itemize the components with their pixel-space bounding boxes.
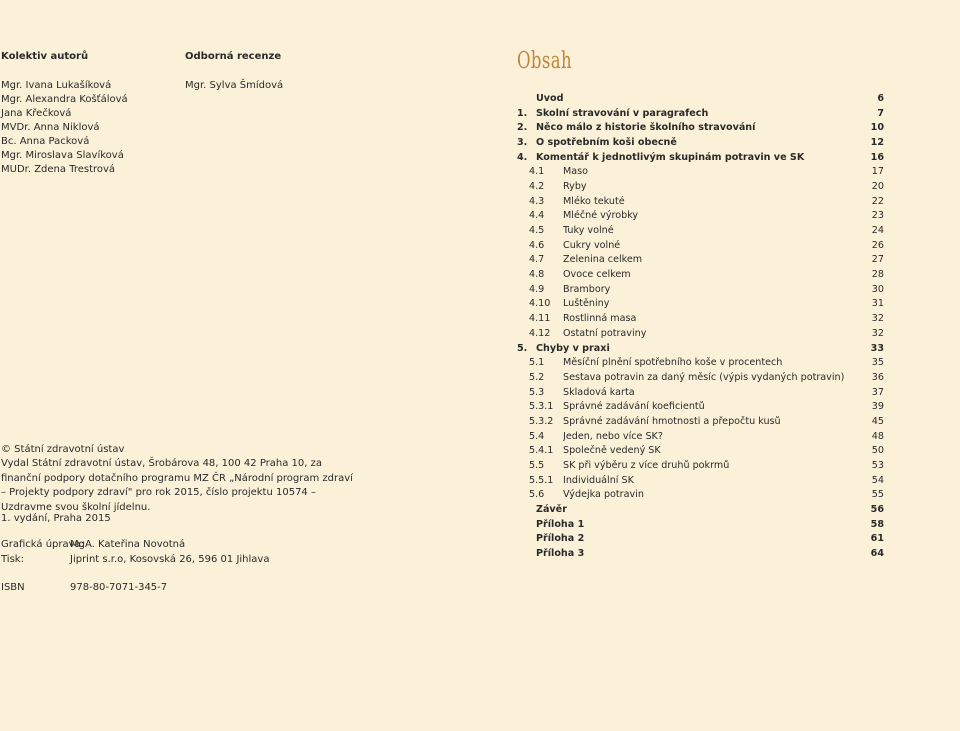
toc-entry[interactable] [517,106,884,121]
toc-entry-page: 39 [871,401,884,413]
toc-entry-number: 4.10 [529,298,551,310]
toc-entry-page: 45 [871,415,884,427]
toc-entry-number: 5.3.2 [529,415,554,427]
toc-entry-label: O spotřebním koši obecně [536,136,677,148]
toc-entry-page: 31 [871,298,884,310]
author-name: Mgr. Alexandra Košťálová [1,94,128,105]
toc-entry[interactable] [517,223,884,238]
toc-entry-number: 5.4 [529,430,545,442]
toc-entry-page: 23 [871,210,884,222]
toc-entry[interactable] [517,311,884,326]
toc-entry-number: 4.5 [529,225,545,237]
toc-entry-label: Příloha 2 [536,533,585,545]
toc-entry[interactable] [517,209,884,224]
toc-entry[interactable] [517,179,884,194]
toc-entry-label: Maso [563,166,589,178]
toc-entry[interactable] [517,91,884,106]
credit-key: Tisk: [1,554,24,565]
copyright-line: © Státní zdravotní ústav [1,444,125,455]
toc-entry-page: 32 [871,327,884,339]
toc-entry-label: Tuky volné [563,225,614,237]
edition: 1. vydání, Praha 2015 [1,513,111,524]
toc-entry-page: 37 [871,386,884,398]
toc-entry-page: 10 [870,122,884,134]
toc-entry[interactable] [517,429,884,444]
credits [1,538,269,568]
toc-entry[interactable] [517,355,884,370]
toc-entry-label: Jeden, nebo více SK? [563,430,663,442]
credit-value: Jiprint s.r.o, Kosovská 26, 596 01 Jihlava [70,554,270,565]
toc-entry-label: Skladová karta [563,386,635,398]
toc-entry-page: 55 [871,489,884,501]
toc-entry-number: 5.5.1 [529,474,554,486]
toc-entry-page: 64 [870,548,884,560]
toc-entry-number: 4.12 [529,327,551,339]
toc-entry-page: 36 [871,371,884,383]
toc-entry[interactable] [517,385,884,400]
toc-entry-label: Ryby [563,180,587,192]
toc-entry-number: 1. [517,107,528,119]
toc-entry-number: 4.11 [529,313,551,325]
toc-entry[interactable] [517,488,884,503]
toc-entry-page: 27 [871,254,884,266]
toc-entry-page: 48 [871,430,884,442]
toc-entry[interactable] [517,370,884,385]
author-name: MVDr. Anna Niklová [1,122,100,133]
toc-entry-label: SK při výběru z více druhů pokrmů [563,460,730,472]
toc-entry-label: Ovoce celkem [563,269,631,281]
authors-heading: Kolektiv autorů [1,51,89,62]
toc-entry-number: 3. [517,136,528,148]
toc-entry-page: 12 [870,136,884,148]
toc-entry-page: 58 [870,518,884,530]
toc-entry[interactable] [517,532,884,547]
toc-entry-label: Luštěniny [563,298,610,310]
toc-entry-page: 53 [871,460,884,472]
isbn [1,581,167,595]
toc-entry-label: Zelenina celkem [563,254,643,266]
isbn-value: 978-80-7071-345-7 [70,582,168,593]
toc-entry-label: Úvod [536,92,564,104]
toc-entry-number: 2. [517,122,528,134]
toc-entry-number: 4.7 [529,254,545,266]
toc-entry-label: Závěr [536,504,567,516]
toc-entry-number: 4.3 [529,195,545,207]
toc-entry-number: 4.1 [529,166,545,178]
toc-entry[interactable] [517,326,884,341]
toc-entry-number: 4. [517,151,528,163]
toc-entry-page: 7 [877,107,884,119]
toc-entry[interactable] [517,238,884,253]
toc-entry-page: 35 [871,357,884,369]
toc-entry-page: 61 [870,533,884,545]
toc-entry-label: Chyby v praxi [536,342,610,354]
toc-entry-label: Společně vedený SK [563,445,661,457]
toc-entry[interactable] [517,135,884,150]
toc-entry-label: Výdejka potravin [563,489,644,501]
toc-entry-number: 5.3 [529,386,545,398]
toc-entry-page: 26 [871,239,884,251]
toc-entry-number: 5.2 [529,371,545,383]
toc-entry-page: 54 [871,474,884,486]
toc-entry-label: Něco málo z historie školního stravování [536,122,756,134]
publisher-text: Vydal Státní zdravotní ústav, Šrobárova 48, 100 42 Praha 10, za finanční podpory dotačního programu MZ ČR „Národní program zdraví – Projekty podpory zdraví" pro rok 2015, číslo projektu 10574 – Uzdravme svou školní jídelnu. [1,458,353,513]
credit-row [1,553,269,568]
toc-entry[interactable] [517,473,884,488]
author-name: Bc. Anna Packová [1,136,90,147]
toc-entry-label: Školní stravování v paragrafech [536,107,709,119]
toc-entry[interactable] [517,444,884,459]
toc-entry-page: 17 [871,166,884,178]
toc-entry-number: 5.4.1 [529,445,554,457]
toc-entry[interactable] [517,282,884,297]
author-name: Jana Křečková [1,108,72,119]
toc-entry-number: 5.6 [529,489,545,501]
toc-entry-number: 4.4 [529,210,545,222]
toc-entry[interactable] [517,253,884,268]
toc-entry-page: 24 [871,225,884,237]
toc-entry-number: 5. [517,342,528,354]
isbn-key: ISBN [1,582,25,593]
toc-entry[interactable] [517,502,884,517]
toc-entry[interactable] [517,297,884,312]
toc-entry-label: Individuální SK [563,474,634,486]
toc-entry-label: Ostatní potraviny [563,327,647,339]
review-heading: Odborná recenze [185,51,282,62]
author-name: MUDr. Zdena Trestrová [1,164,116,175]
table-of-contents [517,91,884,561]
toc-entry-label: Cukry volné [563,239,621,251]
toc-entry-label: Brambory [563,283,611,295]
toc-entry-page: 22 [871,195,884,207]
toc-entry[interactable] [517,517,884,532]
toc-entry[interactable] [517,150,884,165]
toc-entry-label: Mléko tekuté [563,195,625,207]
toc-entry[interactable] [517,458,884,473]
toc-entry[interactable] [517,267,884,282]
toc-entry[interactable] [517,414,884,429]
authors-list [1,79,128,177]
toc-entry-number: 4.2 [529,180,545,192]
toc-title: Obsah [517,48,573,74]
toc-entry-page: 28 [871,269,884,281]
toc-entry-number: 4.9 [529,283,545,295]
copyright-block [1,443,361,515]
toc-entry-page: 50 [871,445,884,457]
toc-entry-label: Měsíční plnění spotřebního koše v procentech [563,357,783,369]
toc-entry[interactable] [517,120,884,135]
toc-entry-page: 33 [870,342,884,354]
credit-key: Grafická úprava: [1,539,85,550]
author-name: Mgr. Ivana Lukašíková [1,80,112,91]
toc-entry-label: Komentář k jednotlivým skupinám potravin ve SK [536,151,805,163]
toc-entry-label: Mléčné výrobky [563,210,639,222]
toc-entry-page: 32 [871,313,884,325]
toc-entry-label: Příloha 3 [536,548,585,560]
toc-entry-page: 6 [877,92,884,104]
credit-value: MgA. Kateřina Novotná [70,539,186,550]
toc-entry-number: 5.1 [529,357,545,369]
toc-entry-number: 4.6 [529,239,545,251]
toc-entry-number: 5.3.1 [529,401,554,413]
toc-entry[interactable] [517,194,884,209]
reviewer-name: Mgr. Sylva Šmídová [185,80,284,91]
toc-entry[interactable] [517,546,884,561]
toc-entry-label: Příloha 1 [536,518,585,530]
toc-entry-label: Správné zadávání koeficientů [563,401,705,413]
toc-entry[interactable] [517,399,884,414]
toc-entry-page: 56 [870,504,884,516]
toc-entry[interactable] [517,164,884,179]
author-name: Mgr. Miroslava Slavíková [1,150,124,161]
credit-row [1,538,269,553]
toc-entry-label: Správné zadávání hmotnosti a přepočtu kusů [563,415,781,427]
toc-entry-number: 5.5 [529,460,545,472]
toc-entry[interactable] [517,341,884,356]
toc-entry-label: Sestava potravin za daný měsíc (výpis vydaných potravin) [563,371,845,383]
toc-entry-page: 30 [871,283,884,295]
toc-entry-number: 4.8 [529,269,545,281]
toc-entry-page: 20 [871,180,884,192]
toc-entry-label: Rostlinná masa [563,313,637,325]
toc-entry-page: 16 [870,151,884,163]
